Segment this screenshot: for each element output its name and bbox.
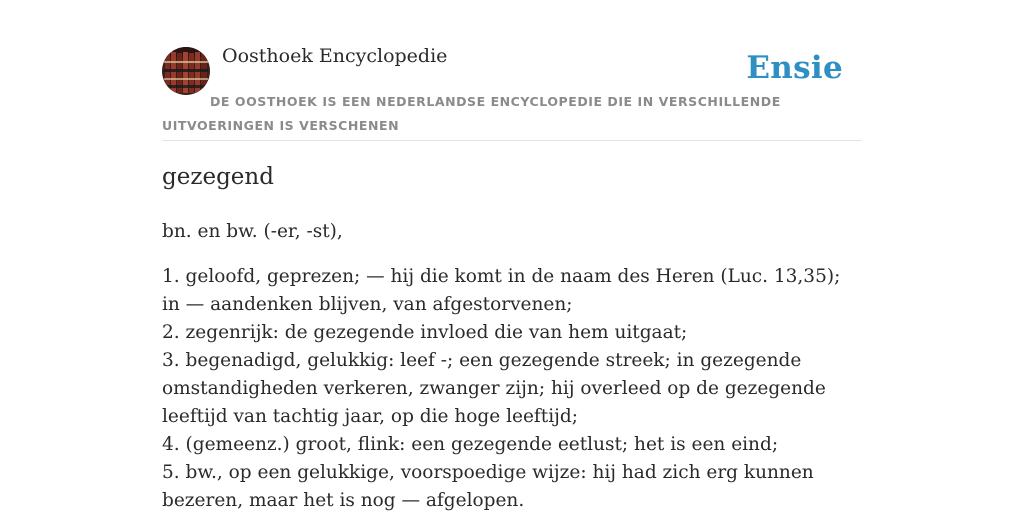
definition-list (162, 263, 862, 512)
definition-item: 4. (gemeenz.) groot, flink: een gezegende eetlust; het is een eind; (162, 434, 779, 455)
books-image (162, 47, 210, 95)
definition-item: 5. bw., op een gelukkige, voorspoedige wijze: hij had zich erg kunnen bezeren, maar het is nog — afgelopen. (162, 462, 814, 511)
definition-item: 1. geloofd, geprezen; — hij die komt in de naam des Heren (Luc. 13,35); in — aandenken blijven, van afgestorvenen; (162, 266, 841, 315)
definition-item: 3. begenadigd, gelukkig: leef -; een gezegende streek; in gezegende omstandigheden verkeren, zwanger zijn; hij overleed op de gezegende leeftijd van tachtig jaar, op die hoge leeftijd; (162, 350, 826, 427)
encyclopedia-books-icon[interactable] (162, 47, 210, 95)
site-header (162, 0, 862, 141)
definition-item: 2. zegenrijk: de gezegende invloed die van hem uitgaat; (162, 322, 688, 343)
entry-headword: gezegend (162, 164, 274, 190)
site-title-link[interactable]: Oosthoek Encyclopedie (222, 45, 448, 67)
ensie-logo-link[interactable]: Ensie (746, 50, 843, 86)
entry-grammar: bn. en bw. (-er, -st), (162, 221, 343, 242)
site-tagline: DE OOSTHOEK IS EEN NEDERLANDSE ENCYCLOPEDIE DIE IN VERSCHILLENDE UITVOERINGEN IS VERSCHENEN (162, 94, 781, 133)
page-container (162, 0, 862, 511)
